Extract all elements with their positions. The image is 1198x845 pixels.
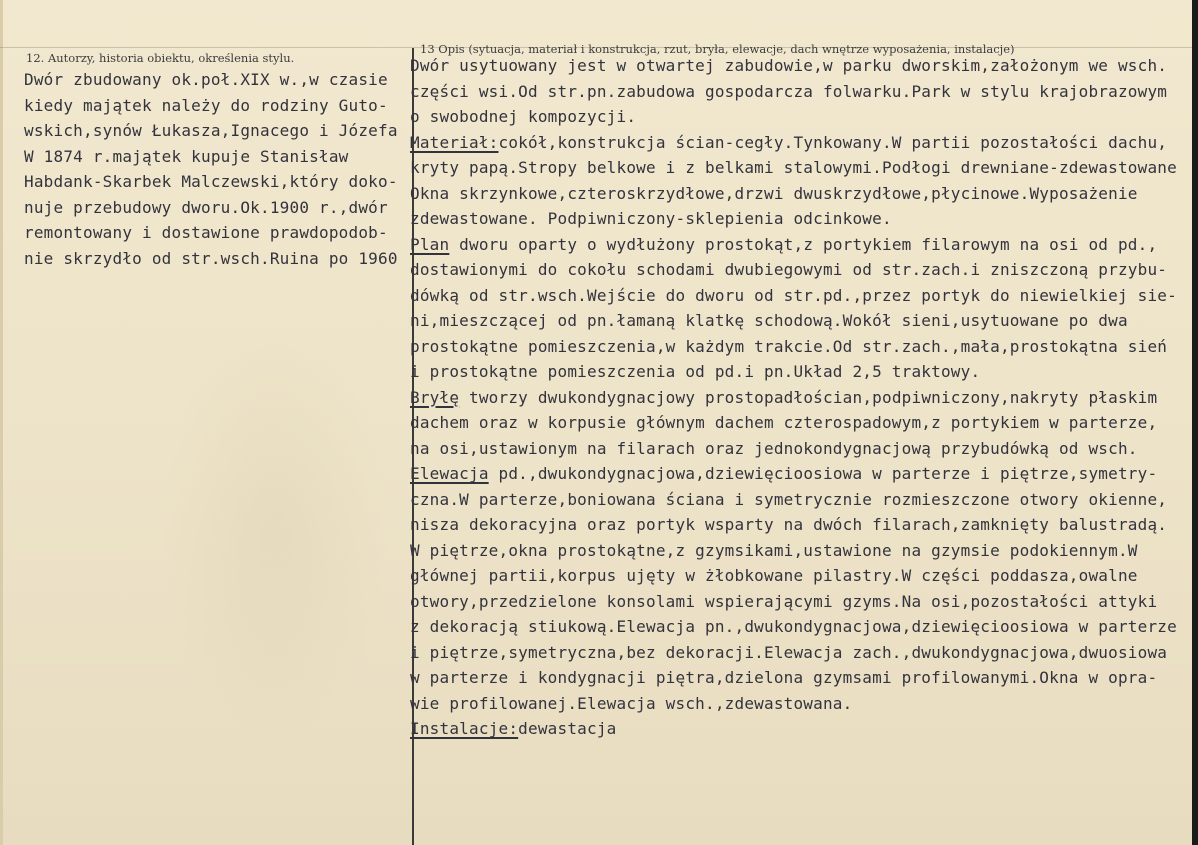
description-line — [410, 104, 1177, 130]
description-line — [410, 53, 1177, 79]
history-line: nie skrzydło od str.wsch.Ruina po 1960 — [24, 248, 398, 268]
section-label: Plan — [410, 234, 450, 254]
description-line — [410, 308, 1177, 334]
description-line — [410, 589, 1177, 615]
section-label: Materiał: — [410, 132, 499, 152]
history-line: Dwór zbudowany ok.poł.XIX w.,w czasie — [24, 70, 388, 89]
description-text-segment: i piętrze,symetryczna,bez dekoracji.Elewacja zach.,dwukondygnacjowa,dwuosiowa — [410, 642, 1168, 662]
description-text-segment: prostokątne pomieszczenia,w każdym trakcie.Od str.zach.,mała,prostokątna sień — [410, 336, 1168, 356]
description-text-segment: części wsi.Od str.pn.zabudowa gospodarcza folwarku.Park w stylu krajobrazowym — [410, 81, 1168, 101]
description-line — [410, 563, 1177, 589]
description-text-segment: wie profilowanej.Elewacja wsch.,zdewastowana. — [410, 693, 853, 713]
description-line — [410, 691, 1177, 717]
description-line — [410, 79, 1177, 105]
section-label: Bryłę — [410, 387, 460, 407]
description-line — [410, 716, 1177, 742]
description-text — [410, 53, 1177, 742]
description-text-segment: i prostokątne pomieszczenia od pd.i pn.Układ 2,5 traktowy. — [410, 362, 981, 381]
description-text-segment: Okna skrzynkowe,czteroskrzydłowe,drzwi dwuskrzydłowe,płycinowe.Wyposażenie — [410, 183, 1138, 203]
description-line — [410, 461, 1177, 487]
description-text-segment: dworu oparty o wydłużony prostokąt,z portykiem filarowym na osi od pd., — [449, 234, 1158, 254]
description-text-segment: zdewastowane. Podpiwniczony-sklepienia odcinkowe. — [410, 209, 892, 228]
description-text-segment: W piętrze,okna prostokątne,z gzymsikami,ustawione na gzymsie podokiennym.W — [410, 540, 1138, 560]
description-text-segment: głównej partii,korpus ujęty w żłobkowane pilastry.W części poddasza,owalne — [410, 566, 1138, 585]
description-text-segment: tworzy dwukondygnacjowy prostopadłościan,podpiwniczony,nakryty płaskim — [459, 387, 1158, 407]
card-left-edge — [0, 0, 3, 845]
description-line — [410, 512, 1177, 538]
description-line — [410, 436, 1177, 462]
description-line — [410, 640, 1177, 666]
description-line — [410, 385, 1177, 411]
history-line: kiedy majątek należy do rodziny Guto- — [24, 95, 388, 115]
description-text-segment: dachem oraz w korpusie głównym dachem czterospadowym,z portykiem w parterze, — [410, 413, 1158, 432]
section-label: Instalacje: — [410, 719, 519, 738]
description-line — [410, 665, 1177, 691]
description-line — [410, 155, 1177, 181]
paper-stain — [160, 320, 390, 740]
description-line — [410, 359, 1177, 385]
description-line — [410, 181, 1177, 207]
description-text-segment: ni,mieszczącej od pn.łamaną klatkę schodową.Wokół sieni,usytuowane po dwa — [410, 311, 1128, 330]
description-line — [410, 283, 1177, 309]
history-line: W 1874 r.majątek kupuje Stanisław — [24, 146, 349, 166]
description-line — [410, 130, 1177, 156]
card-right-edge — [1192, 0, 1198, 845]
history-line: wskich,synów Łukasza,Ignacego i Józefa — [24, 121, 398, 140]
section-13-header: 13 Opis (sytuacja, materiał i konstrukcja, rzut, bryła, elewacje, dach wnętrze wyposażenia, instalacje) — [420, 42, 1015, 56]
description-text-segment: w parterze i kondygnacji piętra,dzielona gzymsami profilowanymi.Okna w opra- — [410, 668, 1158, 687]
description-text-segment: z dekoracją stiukową.Elewacja pn.,dwukondygnacjowa,dziewięcioosiowa w parterze — [410, 617, 1177, 636]
section-label: Elewacja — [410, 464, 489, 483]
description-line — [410, 206, 1177, 232]
history-line: remontowany i dostawione prawdopodob- — [24, 223, 388, 242]
description-line — [410, 538, 1177, 564]
description-text-segment: otwory,przedzielone konsolami wspierającymi gzyms.Na osi,pozostałości attyki — [410, 591, 1158, 611]
history-line: nuje przebudowy dworu.Ok.1900 r.,dwór — [24, 197, 388, 217]
history-text — [24, 67, 398, 271]
description-text-segment: dówką od str.wsch.Wejście do dworu od str.pd.,przez portyk do niewielkiej sie- — [410, 285, 1177, 305]
section-12-header: 12. Autorzy, historia obiektu, określenia stylu. — [26, 51, 295, 65]
description-text-segment: pd.,dwukondygnacjowa,dziewięcioosiowa w parterze i piętrze,symetry- — [488, 464, 1158, 483]
description-line — [410, 334, 1177, 360]
description-text-segment: Dwór usytuowany jest w otwartej zabudowie,w parku dworskim,założonym we wsch. — [410, 56, 1168, 75]
description-text-segment: o swobodnej kompozycji. — [410, 107, 637, 126]
description-text-segment: czna.W parterze,boniowana ściana i symetrycznie rozmieszczone otwory okienne, — [410, 489, 1168, 509]
description-line — [410, 410, 1177, 436]
description-text-segment: nisza dekoracyjna oraz portyk wsparty na dwóch filarach,zamknięty balustradą. — [410, 515, 1168, 534]
description-text-segment: dostawionymi do cokołu schodami dwubiegowymi od str.zach.i zniszczoną przybu- — [410, 260, 1168, 279]
description-text-segment: na osi,ustawionym na filarach oraz jednokondygnacjową przybudówką od wsch. — [410, 438, 1138, 458]
description-line — [410, 257, 1177, 283]
description-text-segment: dewastacja — [518, 719, 617, 738]
description-line — [410, 487, 1177, 513]
description-text-segment: kryty papą.Stropy belkowe i z belkami stalowymi.Podłogi drewniane-zdewastowane — [410, 158, 1177, 177]
description-text-segment: cokół,konstrukcja ścian-cegły.Tynkowany.W partii pozostałości dachu, — [498, 132, 1168, 152]
description-line — [410, 614, 1177, 640]
description-line — [410, 232, 1177, 258]
history-line: Habdank-Skarbek Malczewski,który doko- — [24, 172, 398, 191]
